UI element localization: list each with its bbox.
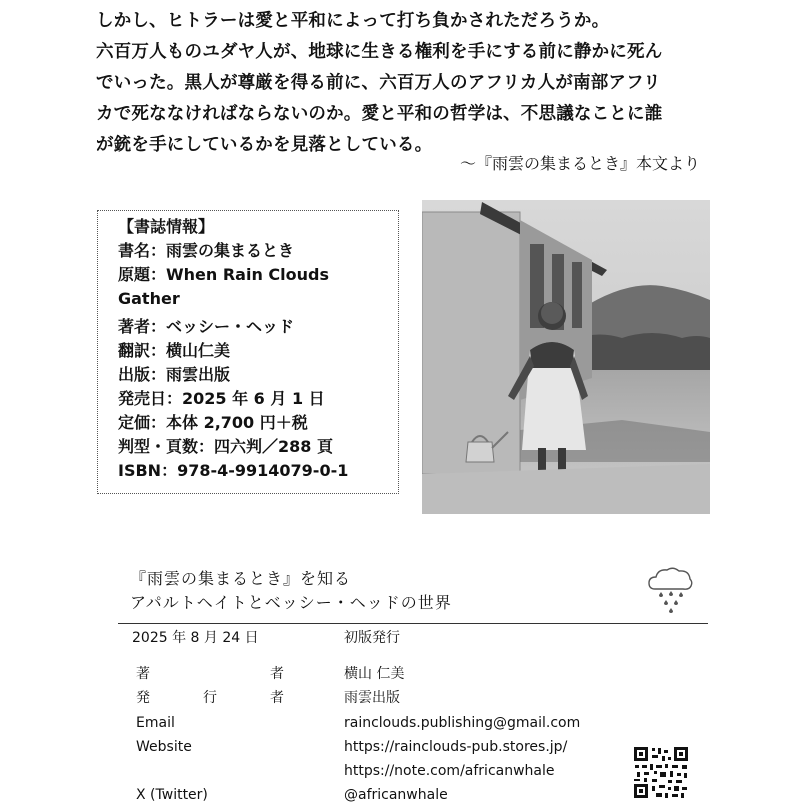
colophon-divider bbox=[118, 623, 708, 624]
label-char: 著 bbox=[136, 666, 150, 682]
colophon-edition: 初版発行 bbox=[344, 630, 400, 646]
label-char: 発 bbox=[136, 690, 150, 706]
biblio-title: 書名：雨雲の集まるとき bbox=[118, 241, 295, 260]
colophon-publisher-label bbox=[136, 687, 284, 709]
quote-source: 〜『雨雲の集まるとき』本文より bbox=[459, 154, 700, 173]
colophon-title bbox=[130, 567, 452, 615]
quote-line: でいった。黒人が尊厳を得る前に、六百万人のアフリカ人が南部アフリ bbox=[96, 73, 661, 93]
biblio-author: 著者：ベッシー・ヘッド bbox=[118, 317, 295, 336]
biblio-release-date: 発売日：2025 年 6 月 1 日 bbox=[118, 389, 325, 408]
colophon-website-link-2[interactable]: https://note.com/africanwhale bbox=[344, 763, 555, 779]
quote-line: 六百万人ものユダヤ人が、地球に生きる権利を手にする前に静かに死ん bbox=[96, 42, 663, 62]
biblio-header: 【書誌情報】 bbox=[118, 217, 215, 236]
colophon-x-label: X (Twitter) bbox=[136, 787, 208, 803]
quote-block bbox=[96, 6, 706, 161]
colophon-website-label: Website bbox=[136, 739, 192, 755]
label-char: 行 bbox=[203, 690, 217, 706]
colophon-title-line2: アパルトヘイトとベッシー・ヘッドの世界 bbox=[130, 593, 452, 612]
rain-cloud-icon bbox=[645, 565, 695, 615]
quote-line: が銃を手にしているかを見落としている。 bbox=[96, 135, 433, 155]
colophon-email-label: Email bbox=[136, 715, 175, 731]
quote-line: カで死ななければならないのか。愛と平和の哲学は、不思議なことに誰 bbox=[96, 104, 663, 124]
colophon-publisher-value: 雨雲出版 bbox=[344, 690, 400, 706]
biblio-translator: 翻訳：横山仁美 bbox=[118, 341, 231, 360]
label-char: 者 bbox=[270, 666, 284, 682]
label-char: 者 bbox=[270, 690, 284, 706]
biblio-price: 定価：本体 2,700 円＋税 bbox=[118, 413, 308, 432]
colophon-title-line1: 『雨雲の集まるとき』を知る bbox=[130, 569, 352, 588]
colophon-date: 2025 年 8 月 24 日 bbox=[132, 630, 259, 646]
biblio-original-title: 原題：When Rain Clouds Gather bbox=[118, 265, 330, 308]
quote-line: しかし、ヒトラーは愛と平和によって打ち負かされただろうか。 bbox=[96, 11, 610, 31]
biblio-format: 判型・頁数：四六判／288 頁 bbox=[118, 437, 333, 456]
biblio-publisher: 出版：雨雲出版 bbox=[118, 365, 231, 384]
bibliographic-info-box bbox=[97, 210, 399, 494]
colophon-website-link-1[interactable]: https://rainclouds-pub.stores.jp/ bbox=[344, 739, 568, 755]
author-photograph bbox=[422, 200, 710, 514]
colophon-x-value[interactable]: @africanwhale bbox=[344, 787, 448, 803]
qr-code-icon[interactable] bbox=[632, 745, 690, 800]
colophon-author-label bbox=[136, 663, 284, 685]
biblio-isbn: ISBN：978-4-9914079-0-1 bbox=[118, 461, 349, 480]
colophon-email-value[interactable]: rainclouds.publishing@gmail.com bbox=[344, 715, 581, 731]
colophon-author-value: 横山 仁美 bbox=[344, 666, 405, 682]
